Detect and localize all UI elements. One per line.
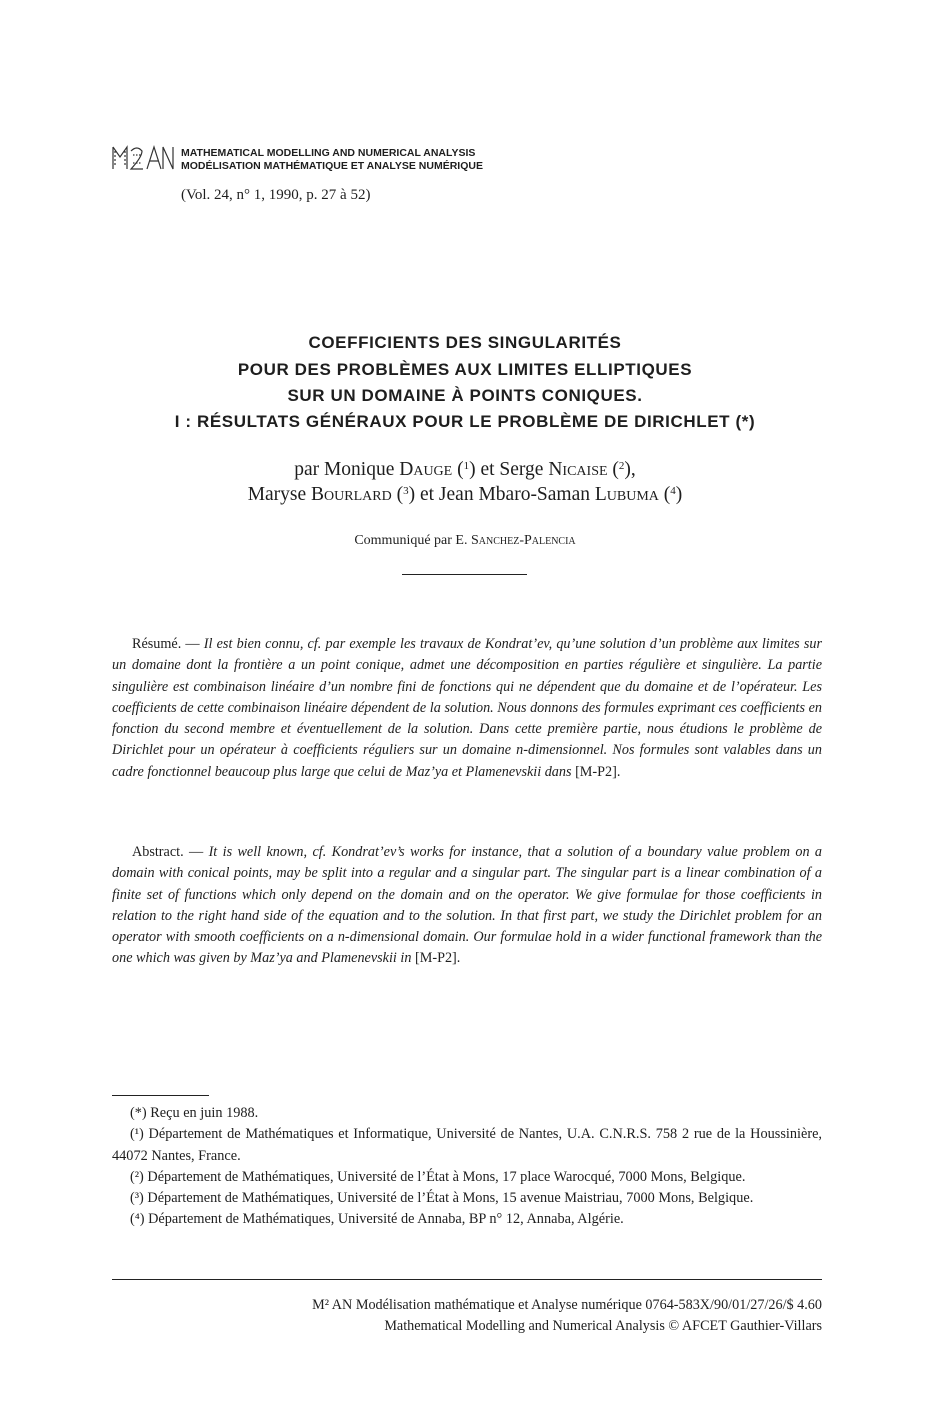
title-line-2: POUR DES PROBLÈMES AUX LIMITES ELLIPTIQUES [237,360,693,379]
author-intro: par Monique [294,459,395,480]
author-name: Lubuma [594,484,659,505]
author-connector: et Jean Mbaro-Saman [419,484,591,505]
footnotes [112,1103,822,1231]
affiliation-mark: 1 [463,460,470,472]
affiliation-mark: 3 [403,485,409,497]
author-name: Nicaise [548,459,608,480]
author-name: Dauge [399,459,453,480]
bottom-divider [112,1279,822,1280]
title-line-3: SUR UN DOMAINE À POINTS CONIQUES. [287,386,643,405]
journal-logo [111,143,175,173]
author-first-name: Maryse [247,484,307,505]
author-name: Bourlard [311,484,392,505]
affiliation-mark: 4 [670,485,676,497]
footnote-4: (⁴) Département de Mathématiques, Université de Annaba, BP n° 12, Annaba, Algérie. [130,1211,624,1228]
footnote-1: (¹) Département de Mathématiques et Informatique, Université de Nantes, U.A. C.N.R.S. 758 2 rue de la Houssinière, 44072 Nantes, France. [112,1126,822,1164]
title-divider [402,574,527,575]
volume-info: (Vol. 24, n° 1, 1990, p. 27 à 52) [181,187,371,203]
resume-text: Il est bien connu, cf. par exemple les travaux de Kondrat’ev, qu’une solution d’un problème aux limites sur un domaine dont la frontière a un point conique, admet une décomposition en parties régulière et singulière. La partie singulière est combinaison linéaire d’un nombre fini de fonctions qui ne dépendent que du domaine et de l’opérateur. Les coefficients de cette combinaison linéaire dépendent de la solution. Nous donnons des formules exprimant ces coefficients en fonction du second membre et éventuellement de la solution. Dans cette première partie, nous étudions le problème de Dirichlet pour un opérateur à coefficients réguliers sur un domaine n-dimensionnel. Nos formules sont valables dans un cadre fonctionnel beaucoup plus large que celui de Maz’ya et Plamenevskii dans [112,636,822,780]
communicated-by [80,533,850,549]
journal-name-french: MODÉLISATION MATHÉMATIQUE ET ANALYSE NUMÉRIQUE [181,160,483,172]
affiliation-mark: 2 [618,460,625,472]
resume-label: Résumé. — [132,636,200,652]
publisher-line-1: M² AN Modélisation mathématique et Analyse numérique 0764-583X/90/01/27/26/$ 4.60 [312,1297,822,1313]
journal-name-english: MATHEMATICAL MODELLING AND NUMERICAL ANALYSIS [181,147,476,159]
abstract-label: Abstract. — [132,844,204,860]
authors-line-2: Maryse Bourlard ($^3$) et Jean Mbaro-Saman Lubuma ($^4$) [247,484,683,505]
footnote-3: (³) Département de Mathématiques, Université de l’État à Mons, 15 avenue Maistriau, 7000 Mons, Belgique. [130,1190,754,1207]
footnote-divider [112,1095,209,1096]
resume-reference: [M-P2]. [575,763,621,780]
authors-line-1: par Monique Dauge ($^1$) et Serge Nicaise ($^2$), [294,459,636,480]
footnote-received: (*) Reçu en juin 1988. [130,1105,259,1121]
communicated-prefix: Communiqué par E. [354,533,468,548]
resume-paragraph [112,634,822,783]
author-connector: et Serge [480,459,544,480]
abstract-reference: [M-P2]. [415,950,461,967]
abstract-paragraph [112,842,822,970]
abstract-text: It is well known, cf. Kondrat’ev’s works for instance, that a solution of a boundary value problem on a domain with conical points, may be split into a regular and a singular part. The singular part is a linear combination of a finite set of functions which only depend on the domain and on the operator. We give formulae for those coefficients in relation to the right hand side of the equation and to the solution. In that first part, we study the Dirichlet problem for an operator with smooth coefficients on a n-dimensional domain. Our formulae hold in a wider functional framework than the one which was given by Maz’ya and Plamenevskii in [112,844,823,967]
communicator-name: Sanchez-Palencia [470,533,576,548]
publisher-line-2: Mathematical Modelling and Numerical Analysis © AFCET Gauthier-Villars [384,1318,822,1334]
title-line-4: I : RÉSULTATS GÉNÉRAUX POUR LE PROBLÈME DE DIRICHLET (*) [174,412,756,431]
footnote-2: (²) Département de Mathématiques, Université de l’État à Mons, 17 place Warocqué, 7000 Mons, Belgique. [130,1168,746,1185]
title-line-1: COEFFICIENTS DES SINGULARITÉS [308,333,622,352]
